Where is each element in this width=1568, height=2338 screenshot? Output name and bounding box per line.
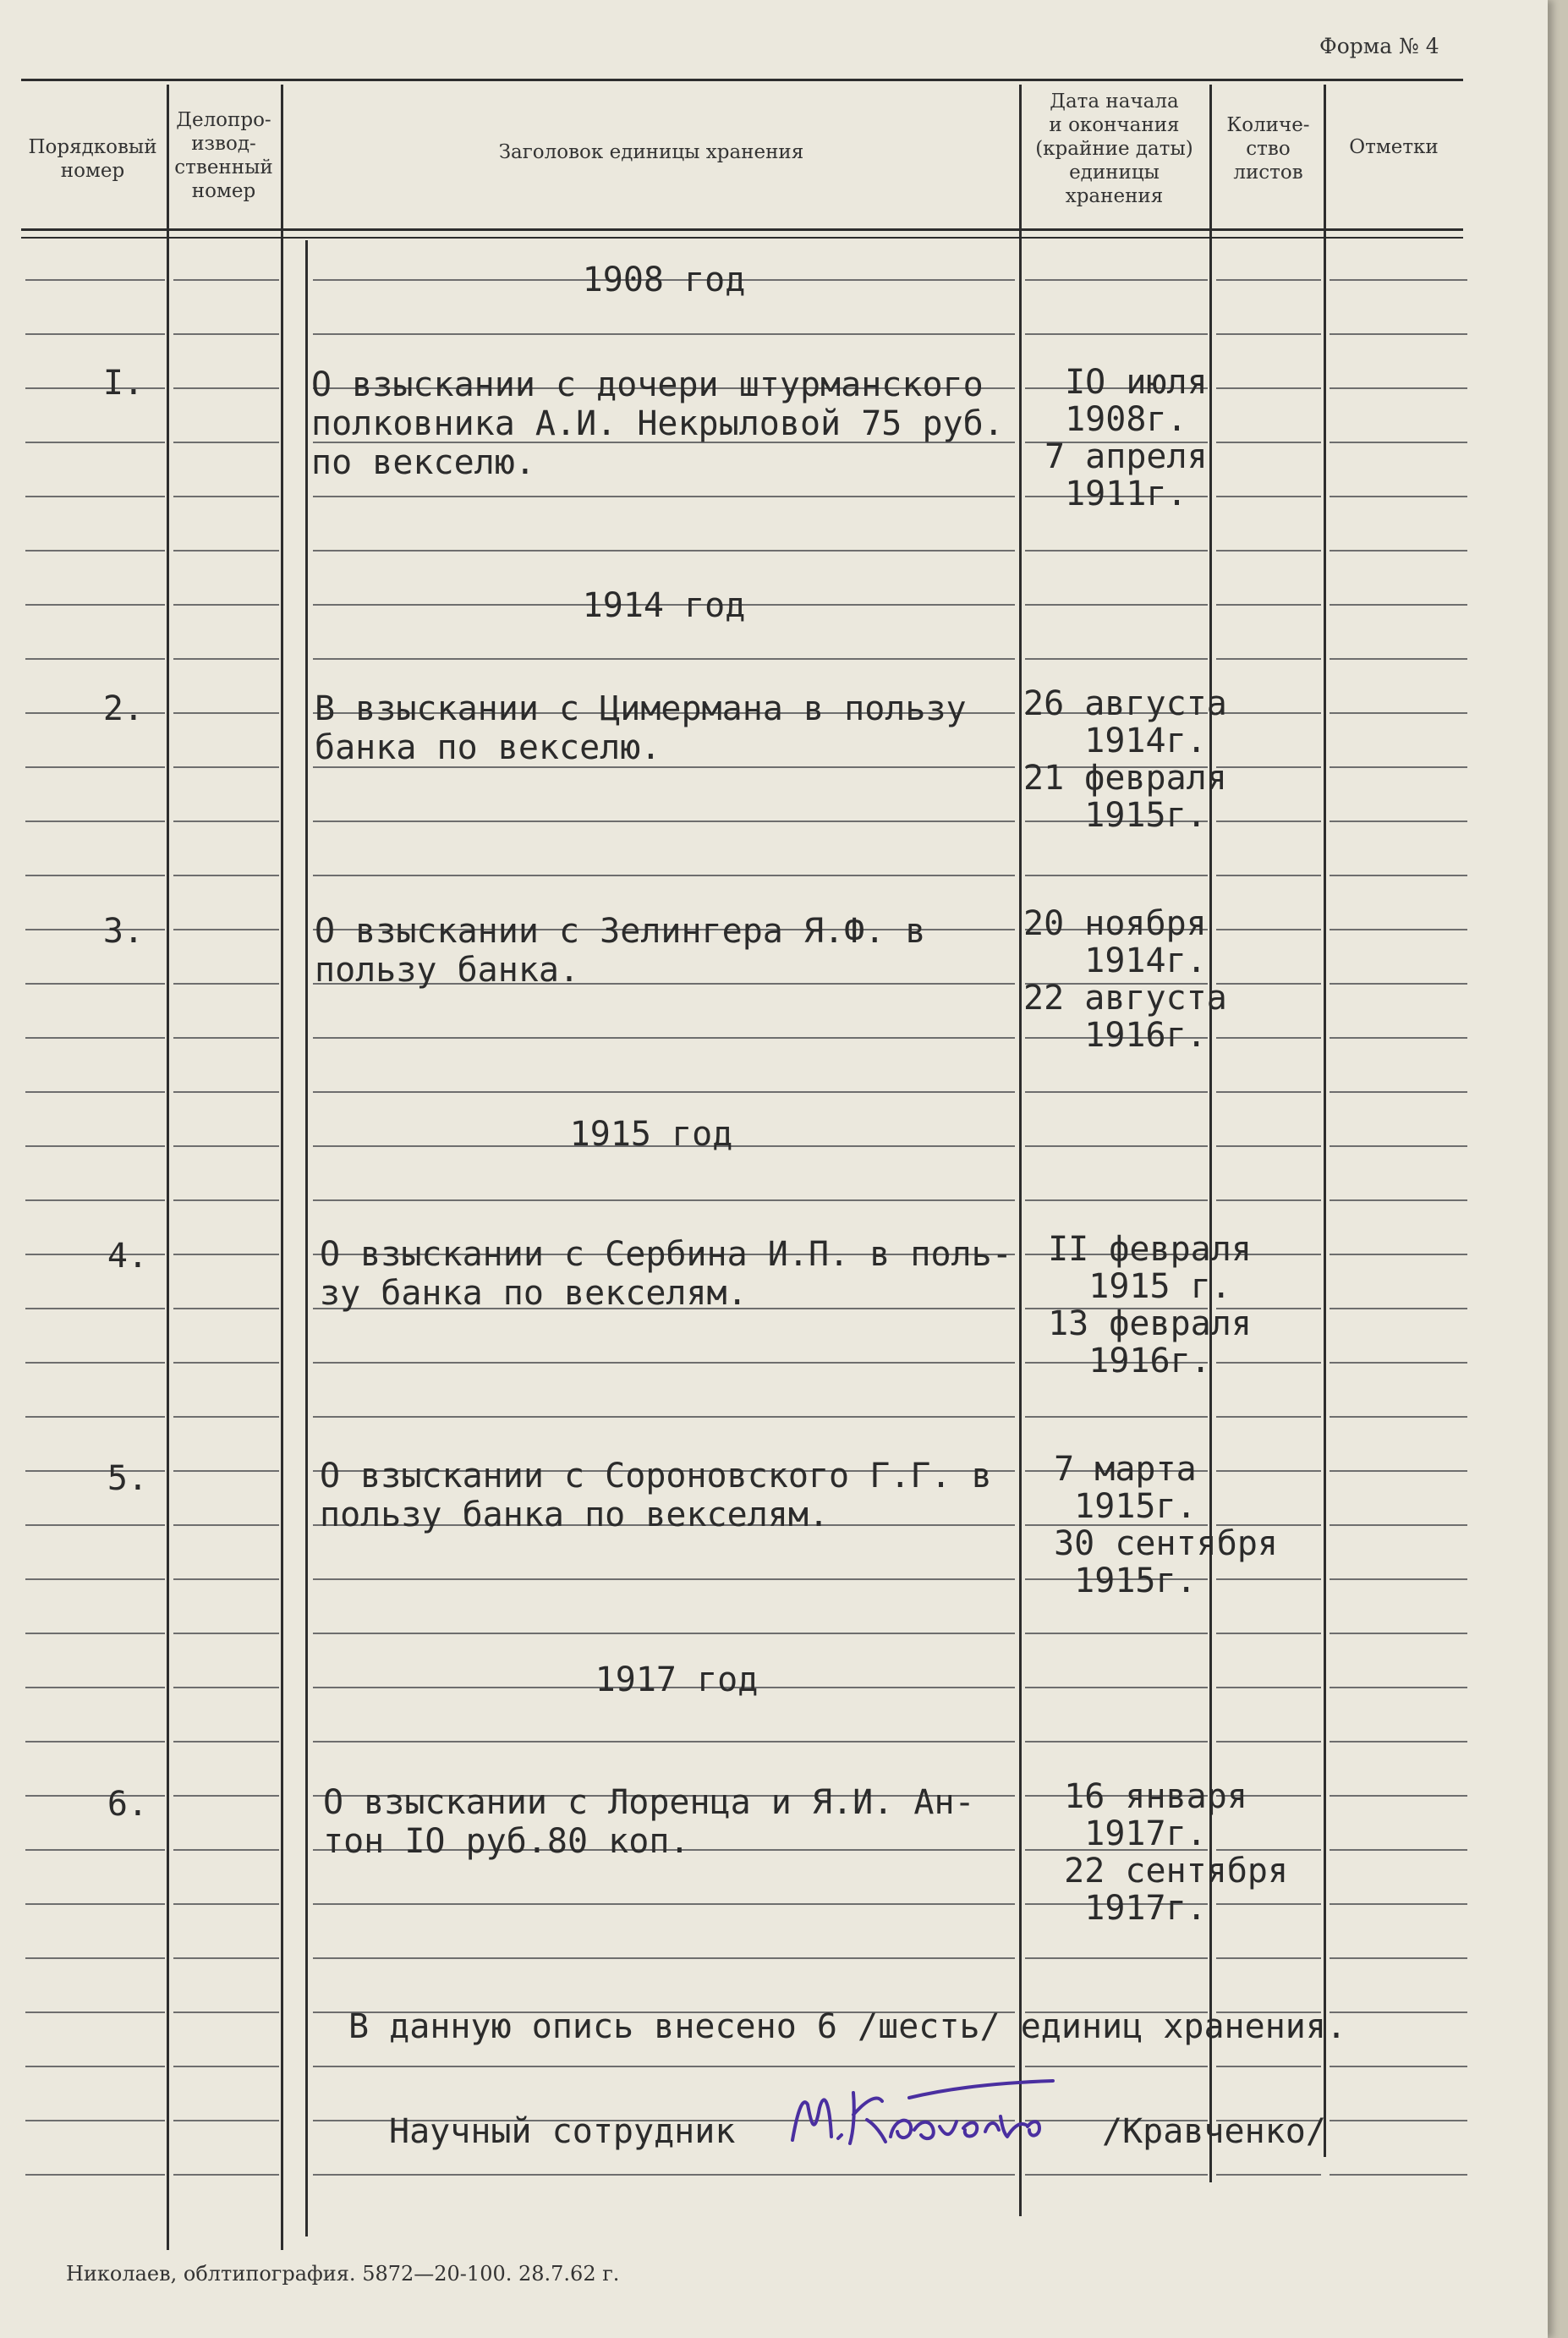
ruled-line bbox=[313, 1199, 1015, 1201]
ruled-line bbox=[313, 1416, 1015, 1418]
ruled-line bbox=[1025, 604, 1208, 606]
ruled-line bbox=[173, 1199, 279, 1201]
ruled-line bbox=[173, 1037, 279, 1039]
ruled-line bbox=[1025, 1687, 1208, 1688]
ruled-line bbox=[25, 1741, 165, 1743]
ruled-line bbox=[173, 766, 279, 768]
ruled-line bbox=[173, 1741, 279, 1743]
ruled-line bbox=[313, 1741, 1015, 1743]
ruled-line bbox=[1025, 550, 1208, 552]
ruled-line bbox=[25, 2011, 165, 2013]
ruled-line bbox=[173, 2174, 279, 2176]
ruled-line bbox=[313, 875, 1015, 876]
ruled-line bbox=[1216, 333, 1321, 335]
ruled-line bbox=[1330, 2174, 1467, 2176]
column-divider-1 bbox=[167, 85, 169, 2250]
entry-dates: IO июля 1908г. 7 апреля 1911г. bbox=[1044, 363, 1208, 513]
ruled-line bbox=[1216, 1091, 1321, 1093]
ruled-line bbox=[1330, 766, 1467, 768]
ruled-line bbox=[25, 279, 165, 281]
ruled-line bbox=[25, 658, 165, 660]
ruled-line bbox=[313, 658, 1015, 660]
ruled-line bbox=[25, 2174, 165, 2176]
ruled-line bbox=[173, 1308, 279, 1309]
entry-title: О взыскании с Сороновского Г.Г. в пользу банка по векселям. bbox=[320, 1457, 992, 1534]
signoff-role: Научный сотрудник bbox=[389, 2112, 736, 2151]
year-heading-1914: 1914 год bbox=[582, 586, 746, 625]
ruled-line bbox=[1216, 279, 1321, 281]
ruled-line bbox=[173, 1903, 279, 1905]
summary-line: В данную опись внесено 6 /шесть/ единиц хранения. bbox=[348, 2007, 1347, 2046]
ruled-line bbox=[313, 2174, 1015, 2176]
ruled-line bbox=[1216, 1957, 1321, 1959]
ruled-line bbox=[1216, 983, 1321, 985]
ruled-line bbox=[313, 550, 1015, 552]
ruled-line bbox=[1330, 929, 1467, 930]
ruled-line bbox=[1025, 279, 1208, 281]
column-divider-2 bbox=[281, 85, 283, 2250]
ruled-line bbox=[25, 604, 165, 606]
ruled-line bbox=[173, 550, 279, 552]
entry-number: 4. bbox=[107, 1237, 148, 1276]
ruled-line bbox=[313, 1957, 1015, 1959]
ruled-line bbox=[173, 983, 279, 985]
ruled-line bbox=[25, 2120, 165, 2121]
ruled-line bbox=[173, 2066, 279, 2067]
header-bottom-border bbox=[21, 228, 1463, 231]
signoff-name: /Кравченко/ bbox=[1102, 2112, 1326, 2151]
ruled-line bbox=[25, 1308, 165, 1309]
entry-title: О взыскании с дочери штурманского полковника А.И. Некрыловой 75 руб. по векселю. bbox=[311, 365, 1004, 482]
ruled-line bbox=[1330, 2011, 1467, 2013]
entry-title: О взыскании с Зелингера Я.Ф. в пользу банка. bbox=[315, 912, 926, 990]
column-header-dates: Дата начала и окончания (крайние даты) единицы хранения bbox=[1035, 91, 1193, 207]
entry-dates: 16 января 1917г. 22 сентября 1917г. bbox=[1064, 1777, 1289, 1928]
ruled-line bbox=[173, 442, 279, 443]
column-divider-3 bbox=[305, 240, 308, 2236]
ruled-line bbox=[1216, 387, 1321, 389]
ruled-line bbox=[1330, 1741, 1467, 1743]
column-divider-6 bbox=[1324, 85, 1326, 2157]
ruled-line bbox=[1330, 983, 1467, 985]
ruled-line bbox=[313, 1362, 1015, 1364]
ruled-line bbox=[173, 279, 279, 281]
ruled-line bbox=[173, 2011, 279, 2013]
year-heading-1908: 1908 год bbox=[582, 261, 746, 299]
ruled-line bbox=[1330, 1145, 1467, 1147]
ruled-line bbox=[1216, 875, 1321, 876]
ruled-line bbox=[1216, 1145, 1321, 1147]
ruled-line bbox=[1330, 1362, 1467, 1364]
ruled-line bbox=[25, 1633, 165, 1634]
handwritten-signature bbox=[782, 2071, 1070, 2164]
year-heading-1917: 1917 год bbox=[595, 1660, 759, 1699]
ruled-line bbox=[1330, 1849, 1467, 1851]
ruled-line bbox=[1216, 604, 1321, 606]
ruled-line bbox=[1216, 1687, 1321, 1688]
ruled-line bbox=[1330, 2120, 1467, 2121]
ruled-line bbox=[25, 496, 165, 497]
ruled-line bbox=[1330, 442, 1467, 443]
ruled-line bbox=[1330, 1091, 1467, 1093]
ruled-line bbox=[25, 550, 165, 552]
ruled-line bbox=[25, 1145, 165, 1147]
ruled-line bbox=[25, 1362, 165, 1364]
entry-number: 6. bbox=[107, 1785, 148, 1824]
ruled-line bbox=[1330, 279, 1467, 281]
ruled-line bbox=[25, 875, 165, 876]
ruled-line bbox=[313, 1903, 1015, 1905]
entry-title: В взыскании с Цимермана в пользу банка по векселю. bbox=[315, 689, 967, 767]
ruled-line bbox=[25, 1524, 165, 1526]
ruled-line bbox=[25, 983, 165, 985]
ruled-line bbox=[25, 2066, 165, 2067]
entry-dates: 26 августа 1914г. 21 февраля 1915г. bbox=[1023, 684, 1227, 835]
entry-number: I. bbox=[102, 364, 144, 403]
entry-number: 2. bbox=[102, 689, 144, 728]
ruled-line bbox=[173, 1849, 279, 1851]
ruled-line bbox=[1330, 1578, 1467, 1580]
ruled-line bbox=[25, 1849, 165, 1851]
ruled-line bbox=[173, 1633, 279, 1634]
ruled-line bbox=[1216, 1741, 1321, 1743]
ruled-line bbox=[1330, 875, 1467, 876]
header-bottom-border-2 bbox=[21, 237, 1463, 239]
ruled-line bbox=[313, 333, 1015, 335]
ruled-line bbox=[173, 658, 279, 660]
ruled-line bbox=[25, 766, 165, 768]
ruled-line bbox=[1330, 1308, 1467, 1309]
ruled-line bbox=[313, 2066, 1015, 2067]
ruled-line bbox=[173, 604, 279, 606]
ruled-line bbox=[173, 333, 279, 335]
ruled-line bbox=[1216, 550, 1321, 552]
column-header-sheet-count: Количе- ство листов bbox=[1226, 114, 1310, 184]
year-heading-1915: 1915 год bbox=[569, 1115, 733, 1154]
ruled-line bbox=[173, 1362, 279, 1364]
column-header-office-number: Делопро- извод- ственный номер bbox=[174, 109, 273, 202]
ruled-line bbox=[1216, 1199, 1321, 1201]
ruled-line bbox=[25, 820, 165, 822]
ruled-line bbox=[1330, 1795, 1467, 1797]
header-top-border bbox=[21, 79, 1463, 81]
ruled-line bbox=[1025, 1633, 1208, 1634]
ruled-line bbox=[25, 333, 165, 335]
ruled-line bbox=[1025, 875, 1208, 876]
entry-dates: II февраля 1915 г. 13 февраля 1916г. bbox=[1048, 1230, 1252, 1380]
ruled-line bbox=[1216, 820, 1321, 822]
ruled-line bbox=[1025, 1091, 1208, 1093]
ruled-line bbox=[1216, 1037, 1321, 1039]
ruled-line bbox=[1330, 1470, 1467, 1472]
ruled-line bbox=[1330, 2066, 1467, 2067]
ruled-line bbox=[25, 1687, 165, 1688]
column-header-ordinal: Порядковый номер bbox=[28, 136, 157, 182]
ruled-line bbox=[1025, 1957, 1208, 1959]
ruled-line bbox=[173, 929, 279, 930]
ruled-line bbox=[1330, 1199, 1467, 1201]
ruled-line bbox=[1330, 1037, 1467, 1039]
ruled-line bbox=[25, 442, 165, 443]
ruled-line bbox=[1025, 658, 1208, 660]
entry-title: О взыскании с Сербина И.П. в поль- зу банка по векселям. bbox=[320, 1235, 1012, 1313]
ruled-line bbox=[1330, 1687, 1467, 1688]
ruled-line bbox=[1330, 712, 1467, 714]
ruled-line bbox=[173, 1795, 279, 1797]
ruled-line bbox=[25, 1903, 165, 1905]
ruled-line bbox=[313, 1578, 1015, 1580]
ruled-line bbox=[1216, 929, 1321, 930]
ruled-line bbox=[1025, 1145, 1208, 1147]
ruled-line bbox=[1330, 1416, 1467, 1418]
ruled-line bbox=[1025, 1741, 1208, 1743]
ruled-line bbox=[173, 1687, 279, 1688]
ruled-line bbox=[173, 387, 279, 389]
ruled-line bbox=[1025, 333, 1208, 335]
ruled-line bbox=[173, 1957, 279, 1959]
ruled-line bbox=[1330, 1957, 1467, 1959]
ruled-line bbox=[1025, 2066, 1208, 2067]
ruled-line bbox=[25, 1037, 165, 1039]
entry-dates: 7 марта 1915г. 30 сентября 1915г. bbox=[1054, 1450, 1278, 1600]
ruled-line bbox=[173, 496, 279, 497]
ruled-line bbox=[313, 1633, 1015, 1634]
ruled-line bbox=[1216, 2174, 1321, 2176]
ruled-line bbox=[1330, 333, 1467, 335]
ruled-line bbox=[313, 1037, 1015, 1039]
ruled-line bbox=[1330, 820, 1467, 822]
ruled-line bbox=[25, 1091, 165, 1093]
ruled-line bbox=[1025, 1199, 1208, 1201]
ruled-line bbox=[1216, 658, 1321, 660]
ruled-line bbox=[1216, 442, 1321, 443]
ruled-line bbox=[1330, 1254, 1467, 1255]
ruled-line bbox=[25, 1416, 165, 1418]
ruled-line bbox=[1216, 496, 1321, 497]
ruled-line bbox=[173, 1524, 279, 1526]
column-header-title: Заголовок единицы хранения bbox=[498, 141, 804, 163]
ruled-line bbox=[1330, 658, 1467, 660]
print-footer: Николаев, облтипография. 5872—20-100. 28.7.62 г. bbox=[66, 2262, 620, 2286]
ruled-line bbox=[1216, 712, 1321, 714]
ruled-line bbox=[1025, 2174, 1208, 2176]
ruled-line bbox=[1330, 550, 1467, 552]
ruled-line bbox=[1216, 766, 1321, 768]
ruled-line bbox=[1025, 1416, 1208, 1418]
ruled-line bbox=[1330, 1524, 1467, 1526]
ruled-line bbox=[313, 820, 1015, 822]
ruled-line bbox=[1216, 1416, 1321, 1418]
ruled-line bbox=[1330, 1903, 1467, 1905]
ruled-line bbox=[313, 496, 1015, 497]
ruled-line bbox=[1330, 1633, 1467, 1634]
column-header-notes: Отметки bbox=[1349, 136, 1439, 158]
ruled-line bbox=[173, 820, 279, 822]
ruled-line bbox=[25, 1199, 165, 1201]
ruled-line bbox=[173, 1578, 279, 1580]
ruled-line bbox=[1330, 604, 1467, 606]
ruled-line bbox=[313, 1091, 1015, 1093]
ruled-line bbox=[173, 1416, 279, 1418]
entry-dates: 20 ноября 1914г. 22 августа 1916г. bbox=[1023, 904, 1227, 1055]
ruled-line bbox=[1330, 387, 1467, 389]
ruled-line bbox=[173, 712, 279, 714]
entry-number: 5. bbox=[107, 1459, 148, 1498]
ruled-line bbox=[25, 1957, 165, 1959]
ruled-line bbox=[173, 1145, 279, 1147]
ruled-line bbox=[1330, 496, 1467, 497]
ruled-line bbox=[173, 1470, 279, 1472]
ruled-line bbox=[173, 2120, 279, 2121]
ruled-line bbox=[25, 1578, 165, 1580]
entry-number: 3. bbox=[102, 912, 144, 951]
ruled-line bbox=[1216, 2066, 1321, 2067]
ruled-line bbox=[1216, 1633, 1321, 1634]
entry-title: О взыскании с Лоренца и Я.И. Ан- тон IO руб.80 коп. bbox=[323, 1783, 975, 1861]
form-number-label: Форма № 4 bbox=[1319, 34, 1439, 58]
ruled-line bbox=[173, 1091, 279, 1093]
ruled-line bbox=[173, 1254, 279, 1255]
ruled-line bbox=[173, 875, 279, 876]
